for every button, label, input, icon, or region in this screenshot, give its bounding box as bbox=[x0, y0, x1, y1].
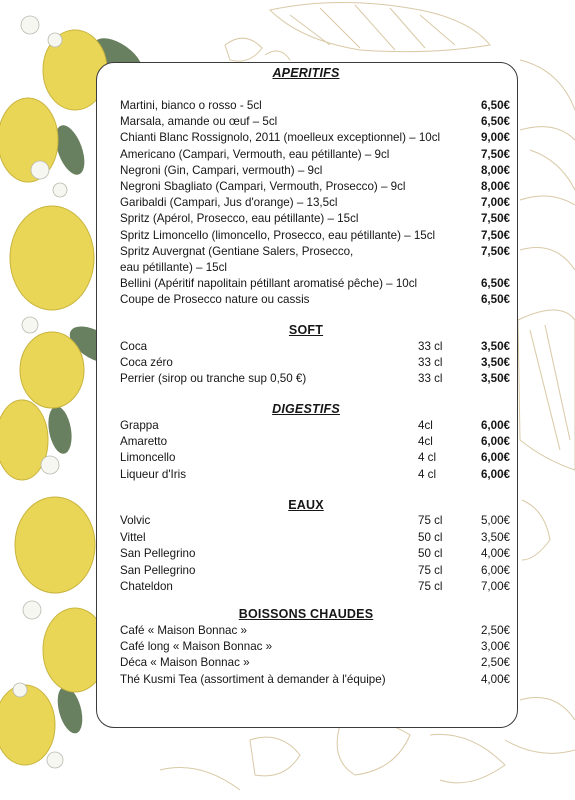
item-price: 6,00€ bbox=[480, 419, 510, 432]
item-price: 7,50€ bbox=[480, 228, 510, 242]
item-price: 3,50€ bbox=[480, 356, 510, 370]
menu-item bbox=[120, 179, 510, 195]
item-name: Marsala, amande ou œuf – 5cl bbox=[120, 115, 278, 129]
item-volume: 4cl bbox=[418, 435, 433, 449]
item-volume: 33 cl bbox=[418, 356, 443, 370]
item-price: 3,50€ bbox=[480, 530, 510, 544]
menu-item bbox=[120, 371, 510, 387]
item-name: Grappa bbox=[120, 419, 159, 432]
item-volume: 4cl bbox=[418, 419, 433, 432]
section-title: BOISSONS CHAUDES bbox=[238, 607, 374, 621]
item-name: Vittel bbox=[120, 530, 146, 544]
item-name: Café long « Maison Bonnac » bbox=[120, 640, 273, 654]
menu-item bbox=[120, 639, 510, 655]
item-name: Perrier (sirop ou tranche sup 0,50 €) bbox=[120, 372, 307, 386]
item-price: 8,00€ bbox=[480, 163, 510, 177]
item-name: San Pellegrino bbox=[120, 547, 196, 560]
menu-item bbox=[120, 623, 510, 639]
item-price: 6,00€ bbox=[480, 435, 510, 449]
item-name: Spritz Limoncello (limoncello, Prosecco, eau pétillante) – 15cl bbox=[120, 228, 436, 242]
item-price: 7,00€ bbox=[480, 196, 510, 210]
menu-item bbox=[120, 467, 510, 483]
menu-item bbox=[120, 355, 510, 371]
section-title: APERITIFS bbox=[272, 66, 340, 80]
item-volume: 75 cl bbox=[418, 514, 443, 527]
item-price: 3,00€ bbox=[480, 640, 510, 654]
item-price: 6,00€ bbox=[480, 467, 510, 481]
menu-item bbox=[120, 211, 510, 227]
item-name: Martini, bianco o rosso - 5cl bbox=[120, 99, 262, 112]
item-name: San Pellegrino bbox=[120, 563, 196, 577]
item-volume: 4 cl bbox=[418, 451, 437, 465]
menu-item bbox=[120, 114, 510, 130]
item-name: Thé Kusmi Tea (assortiment à demander à l'équipe) bbox=[120, 672, 386, 686]
item-price: 4,00€ bbox=[480, 672, 510, 686]
item-name: Café « Maison Bonnac » bbox=[120, 624, 247, 637]
section-title: SOFT bbox=[288, 323, 324, 337]
item-price: 6,50€ bbox=[480, 115, 510, 129]
item-volume: 75 cl bbox=[418, 563, 443, 577]
menu-item bbox=[120, 579, 510, 595]
item-price: 7,50€ bbox=[480, 147, 510, 161]
item-price: 6,50€ bbox=[480, 277, 510, 291]
menu-item bbox=[120, 130, 510, 146]
item-volume: 4 cl bbox=[418, 467, 437, 481]
menu-item bbox=[120, 530, 510, 546]
item-price: 4,00€ bbox=[480, 547, 510, 560]
item-name: Negroni Sbagliato (Campari, Vermouth, Prosecco) – 9cl bbox=[120, 180, 406, 193]
menu-item bbox=[120, 244, 510, 260]
menu-item bbox=[120, 513, 510, 529]
item-volume: 75 cl bbox=[418, 580, 443, 593]
menu-item bbox=[120, 276, 510, 292]
item-name: Garibaldi (Campari, Jus d'orange) – 13,5cl bbox=[120, 196, 338, 210]
menu-item bbox=[120, 98, 510, 114]
item-price: 7,50€ bbox=[480, 244, 510, 258]
item-volume: 33 cl bbox=[418, 372, 443, 386]
menu-item bbox=[120, 339, 510, 355]
menu-item bbox=[120, 563, 510, 579]
menu-item bbox=[120, 418, 510, 434]
item-price: 6,50€ bbox=[480, 293, 510, 307]
item-volume: 50 cl bbox=[418, 530, 443, 544]
item-name: Volvic bbox=[120, 514, 151, 527]
item-price: 7,50€ bbox=[480, 212, 510, 226]
item-name: eau pétillante) – 15cl bbox=[120, 261, 227, 274]
item-volume: 50 cl bbox=[418, 547, 443, 560]
menu-item bbox=[120, 450, 510, 466]
menu-item bbox=[120, 672, 510, 688]
menu-item bbox=[120, 434, 510, 450]
menu-item bbox=[120, 546, 510, 562]
menu-item bbox=[120, 228, 510, 244]
item-price: 3,50€ bbox=[480, 340, 510, 353]
menu-item bbox=[120, 292, 510, 308]
menu-item bbox=[120, 147, 510, 163]
item-name: Coca zéro bbox=[120, 356, 173, 370]
item-name: Liqueur d'Iris bbox=[120, 467, 187, 481]
item-price: 5,00€ bbox=[480, 514, 510, 527]
item-name: Déca « Maison Bonnac » bbox=[120, 656, 250, 670]
item-name: Chateldon bbox=[120, 580, 173, 593]
item-price: 8,00€ bbox=[480, 180, 510, 193]
item-price: 6,50€ bbox=[480, 99, 510, 112]
item-price: 6,00€ bbox=[480, 563, 510, 577]
item-price: 3,50€ bbox=[480, 372, 510, 386]
menu-item bbox=[120, 260, 510, 276]
section-title: DIGESTIFS bbox=[272, 402, 340, 416]
item-price: 7,00€ bbox=[480, 580, 510, 593]
item-price: 9,00€ bbox=[480, 131, 510, 145]
item-name: Chianti Blanc Rossignolo, 2011 (moelleux exceptionnel) – 10cl bbox=[120, 131, 441, 145]
menu-item bbox=[120, 195, 510, 211]
item-name: Bellini (Apéritif napolitain pétillant aromatisé pêche) – 10cl bbox=[120, 277, 418, 291]
item-name: Limoncello bbox=[120, 451, 176, 465]
item-name: Spritz Auvergnat (Gentiane Salers, Prosecco, bbox=[120, 244, 354, 258]
item-name: Amaretto bbox=[120, 435, 168, 449]
section-title: EAUX bbox=[288, 498, 324, 512]
item-name: Coca bbox=[120, 340, 148, 353]
item-name: Negroni (Gin, Campari, vermouth) – 9cl bbox=[120, 163, 323, 177]
item-name: Americano (Campari, Vermouth, eau pétillante) – 9cl bbox=[120, 147, 390, 161]
item-name: Coupe de Prosecco nature ou cassis bbox=[120, 293, 310, 307]
item-volume: 33 cl bbox=[418, 340, 443, 353]
item-price: 2,50€ bbox=[480, 656, 510, 670]
menu-item bbox=[120, 163, 510, 179]
item-price: 2,50€ bbox=[480, 624, 510, 637]
item-price: 6,00€ bbox=[480, 451, 510, 465]
item-name: Spritz (Apérol, Prosecco, eau pétillante) – 15cl bbox=[120, 212, 359, 226]
menu-item bbox=[120, 655, 510, 671]
